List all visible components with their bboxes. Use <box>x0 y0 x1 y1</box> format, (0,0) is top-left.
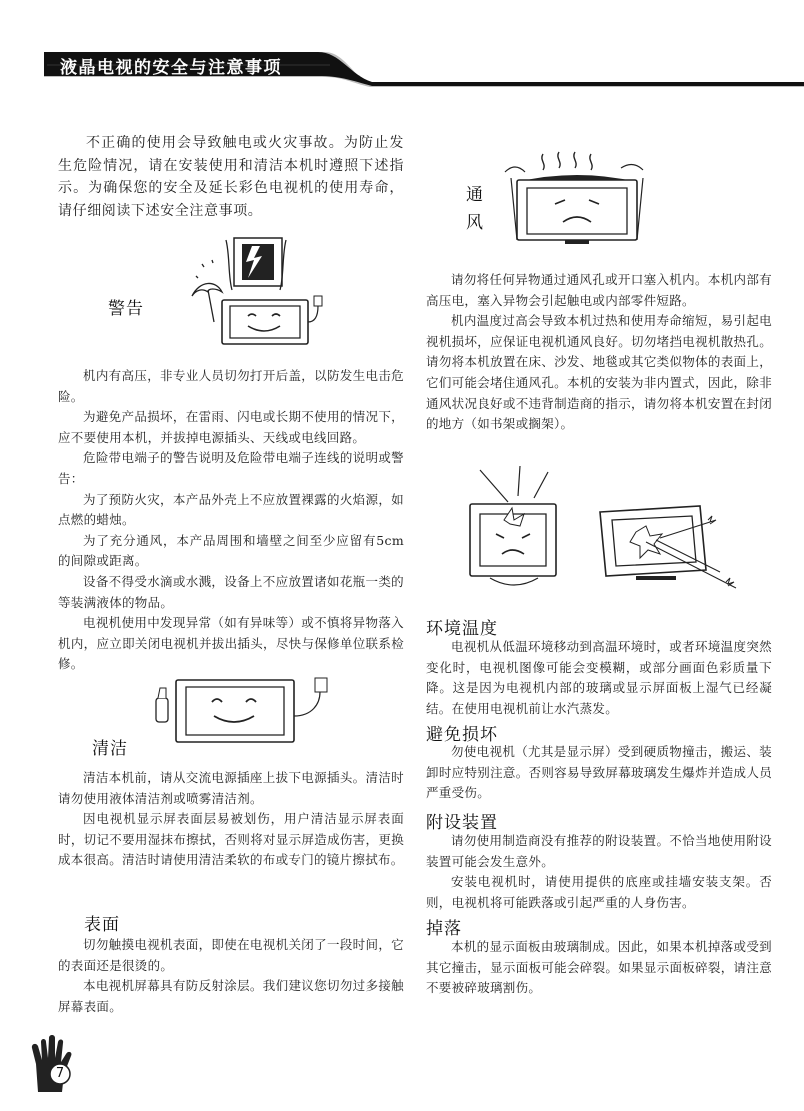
warning-paragraph: 危险带电端子的警告说明及危险带电端子连线的说明或警告： <box>58 450 404 486</box>
cleaning-heading: 清洁 <box>92 739 128 759</box>
impact-illustration <box>460 462 750 602</box>
environment-heading: 环境温度 <box>426 619 498 639</box>
ventilation-heading-1: 通 <box>466 185 484 205</box>
ventilation-heading-2: 风 <box>466 213 484 233</box>
power-outlet-icon <box>294 678 327 716</box>
accessories-paragraph: 请勿使用制造商没有推荐的附设装置。不恰当地使用附设装置可能会发生意外。 <box>426 833 772 869</box>
damage-paragraph: 勿使电视机（尤其是显示屏）受到硬质物撞击，搬运、装卸时应特别注意。否则容易导致屏幕玻璃发生爆炸并造成人员严重受伤。 <box>426 744 772 801</box>
warning-paragraph: 为了充分通风，本产品周围和墙壁之间至少应留有5cm的间隙或距离。 <box>58 532 404 569</box>
intro-paragraph: 不正确的使用会导致触电或火灾事故。为防止发生危险情况，请在安装使用和清洁本机时遵照下述指示。为确保您的安全及延长彩色电视机的使用寿命，请仔细阅读下述安全注意事项。 <box>58 135 404 219</box>
header-band <box>0 36 804 106</box>
tv-cracked-icon <box>600 506 736 588</box>
surface-heading: 表面 <box>84 915 120 935</box>
accessories-heading: 附设装置 <box>426 813 498 833</box>
warning-paragraph: 机内有高压，非专业人员切勿打开后盖，以防发生电击危险。 <box>58 368 404 404</box>
surface-paragraph: 本电视机屏幕具有防反射涂层。我们建议您切勿过多接触屏幕表面。 <box>58 978 404 1014</box>
window-storm-icon <box>226 238 286 290</box>
warning-paragraph: 为了预防火灾，本产品外壳上不应放置裸露的火焰源，如点燃的蜡烛。 <box>58 491 404 528</box>
damage-body <box>426 742 772 804</box>
cleaning-paragraph: 因电视机显示屏表面层易被划伤，用户清洁显示屏表面时，切记不要用湿抹布擦拭，否则将对显示屏造成伤害，更换成本很高。清洁时请使用清洁柔软的布或专门的镜片擦拭布。 <box>58 811 404 868</box>
tv-smiley-icon <box>176 680 294 742</box>
accessories-paragraph: 安装电视机时，请使用提供的底座或挂墙安装支架。否则，电视机将可能跌落或引起严重的人身伤害。 <box>426 874 772 910</box>
cleaning-illustration <box>152 676 332 746</box>
spray-bottle-icon <box>156 688 168 722</box>
tv-worried-icon <box>511 175 643 244</box>
tv-smiley-icon <box>222 296 322 344</box>
ventilation-body <box>426 270 772 435</box>
tv-hit-icon <box>470 466 556 585</box>
falling-heading: 掉落 <box>426 919 462 939</box>
cleaning-paragraph: 清洁本机前，请从交流电源插座上拔下电源插头。清洁时请勿使用液体清洁剂或喷雾清洁剂。 <box>58 770 404 806</box>
warning-paragraph: 设备不得受水滴或水溅，设备上不应放置诸如花瓶一类的等装满液体的物品。 <box>58 573 404 610</box>
warning-paragraph: 电视机使用中发现异常（如有异味等）或不慎将异物落入机内，应立即关闭电视机并拔出插头，尽快与保修单位联系检修。 <box>58 615 404 672</box>
cleaning-body <box>58 768 404 871</box>
ventilation-paragraph: 请勿将任何异物通过通风孔或开口塞入机内。本机内部有高压电，塞入异物会引起触电或内部零件短路。 <box>426 272 772 308</box>
damage-heading: 避免损坏 <box>426 725 498 745</box>
warning-paragraph: 为避免产品损坏，在雷雨、闪电或长期不使用的情况下，应不要使用本机，并拔掉电源插头、天线或电线回路。 <box>58 409 404 445</box>
surface-paragraph: 切勿触摸电视机表面，即使在电视机关闭了一段时间，它的表面还是很烫的。 <box>58 937 404 973</box>
ventilation-illustration <box>503 150 651 250</box>
surface-body <box>58 935 404 1017</box>
warning-heading: 警告 <box>108 299 144 319</box>
falling-paragraph: 本机的显示面板由玻璃制成。因此，如果本机掉落或受到其它撞击，显示面板可能会碎裂。如果显示面板碎裂，请注意不要被碎玻璃割伤。 <box>426 939 772 996</box>
heat-waves-icon <box>505 152 643 172</box>
page-number: 7 <box>55 1066 65 1081</box>
accessories-body <box>426 831 772 913</box>
environment-body <box>426 637 772 719</box>
environment-paragraph: 电视机从低温环境移动到高温环境时，或者环境温度突然变化时，电视机图像可能会变模糊，或部分画面色彩质量下降。这是因为电视机内部的玻璃或显示屏面板上湿气已经凝结。在使用电视机前让水汽蒸发。 <box>426 639 772 716</box>
warning-illustration <box>192 236 332 346</box>
page-title: 液晶电视的安全与注意事项 <box>60 58 282 78</box>
ventilation-paragraph: 机内温度过高会导致本机过热和使用寿命缩短，易引起电视机损坏，应保证电视机通风良好。切勿堵挡电视机散热孔。请勿将本机放置在床、沙发、地毯或其它类似物体的表面上，它们可能会堵住通风孔。本机的安装为非内置式，因此，除非通风状况良好或不违背制造商的指示，请勿将本机安置在封闭的地方（如书架或搁架）。 <box>426 313 772 432</box>
falling-body <box>426 937 772 999</box>
warning-body <box>58 366 404 675</box>
hand-icon <box>28 1034 88 1094</box>
umbrella-icon <box>192 260 222 322</box>
